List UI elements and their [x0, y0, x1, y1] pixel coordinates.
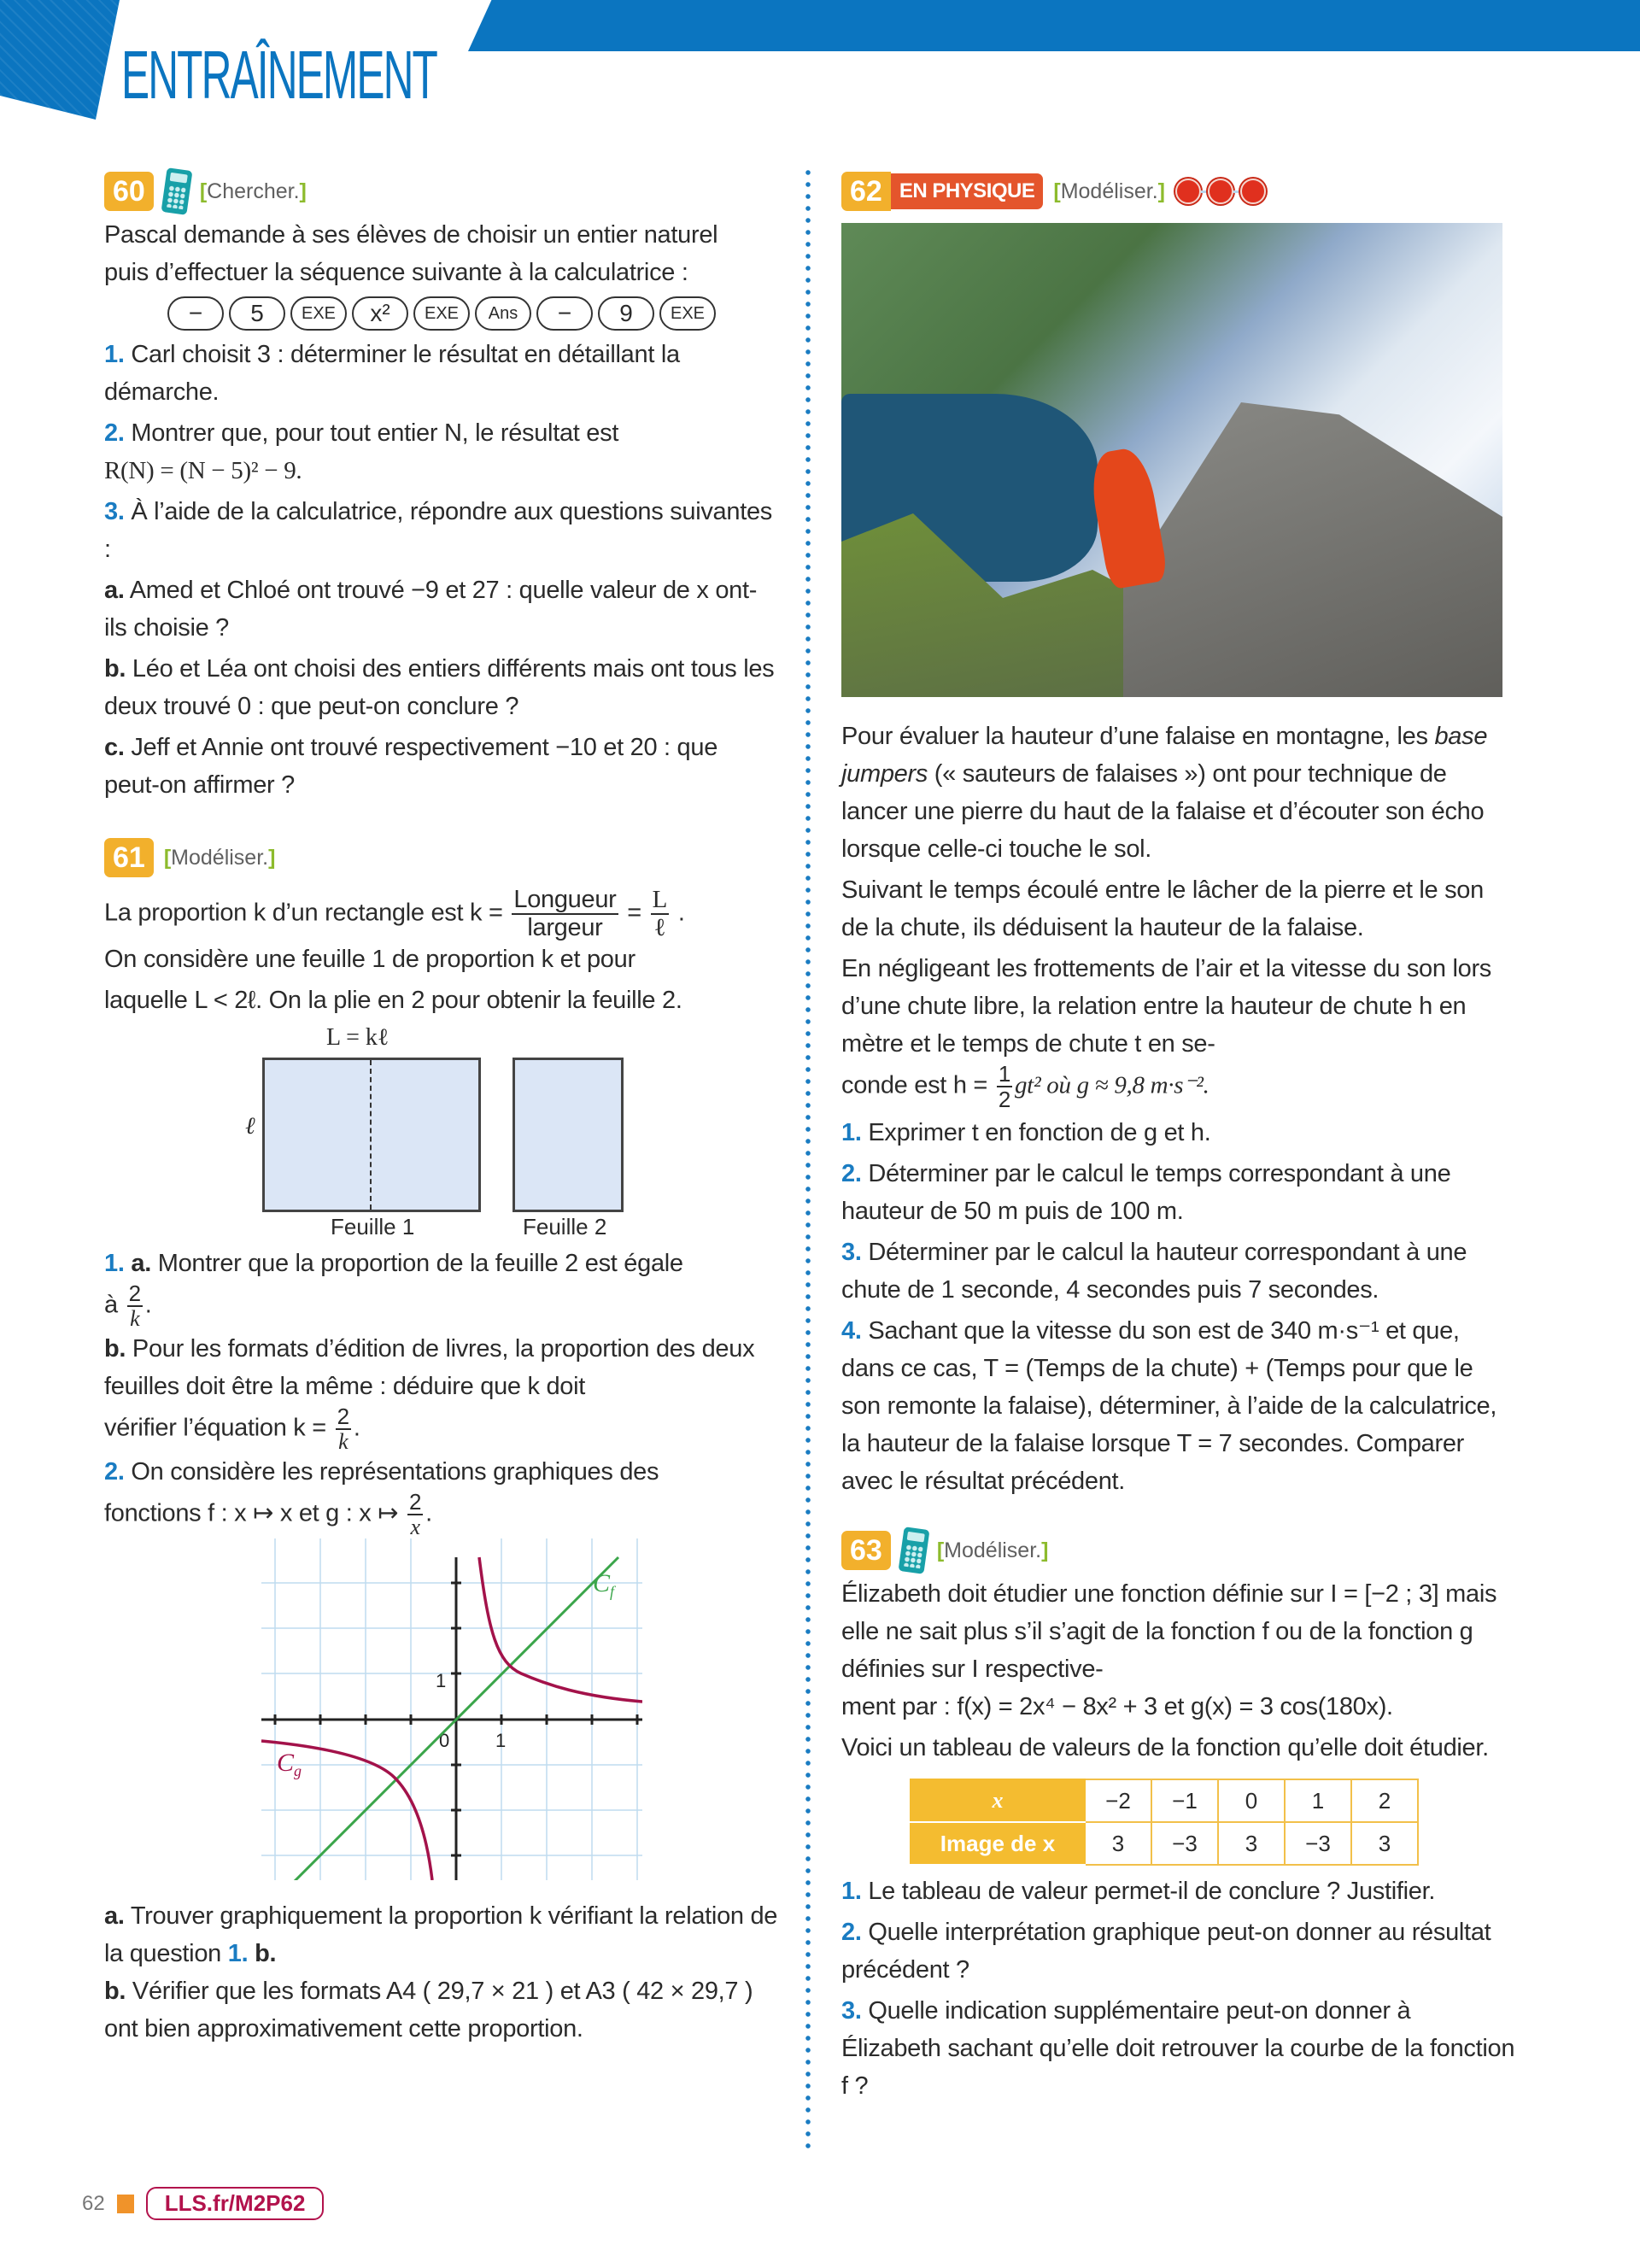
lls-link[interactable]: LLS.fr/M2P62 [146, 2187, 325, 2220]
skill-tag: [Modéliser.] [936, 1538, 1049, 1562]
key-exe: EXE [413, 296, 470, 331]
skill-tag: [Chercher.] [199, 179, 307, 203]
table-cell: −1 [1151, 1779, 1218, 1822]
table-cell: 0 [1218, 1779, 1285, 1822]
sheet-2 [512, 1058, 624, 1212]
definition-line: La proportion k d’un rectangle est k = $\frac{\text{Longueur}}{\text{largeur}}$ = $\frac{L}{\text{ℓ}}$ . [104, 886, 685, 941]
key-exe: EXE [659, 296, 716, 331]
fraction-longueur-largeur: $\frac{\text{Longueur}}{\text{largeur}}$ [513, 886, 617, 941]
key-5: 5 [229, 296, 285, 331]
table-cell: 2 [1351, 1779, 1418, 1822]
skill-tag: [Modéliser.] [163, 845, 276, 870]
column-divider [805, 167, 811, 2148]
sheet-1 [262, 1058, 481, 1212]
table-cell: 1 [1285, 1779, 1351, 1822]
question-2-end: fonctions f : x ↦ x et g : x ↦ $\frac{2}{x}$ . [104, 1489, 432, 1539]
question-3: 3. Quelle indication supplémentaire peut-on donner à Élizabeth sachant qu’elle doit retrouver la courbe de la fonction f ? [841, 1997, 1515, 2100]
axes [261, 1557, 642, 1880]
difficulty-dot-icon [1240, 179, 1266, 204]
function-definitions: ment par : f(x) = 2x⁴ − 8x² + 3 et g(x) = 3 cos(180x). [841, 1693, 1393, 1720]
label-cf: $C_f$ [593, 1569, 615, 1600]
question-3b: b. Léo et Léa ont choisi des entiers différents mais ont tous les deux trouvé 0 : que peut-on conclure ? [104, 655, 775, 720]
question-2b: b. Vérifier que les formats A4 ( 29,7 × 21 ) et A3 ( 42 × 29,7 ) ont bien approximativement cette proportion. [104, 1978, 753, 2042]
footer [82, 2187, 324, 2220]
difficulty-indicator [1175, 179, 1266, 204]
calculator-icon [898, 1527, 929, 1574]
intro-line-1: Pascal demande à ses élèves de choisir un entier naturel [104, 221, 718, 249]
paragraph-1: Pour évaluer la hauteur d’une falaise en montagne, les base jumpers (« sauteurs de falaises ») ont pour technique de lancer une pierre du haut de la falaise et d’écouter son écho lorsque celle-ci touche le sol. [841, 723, 1488, 863]
question-1: 1. Carl choisit 3 : déterminer le résultat en détaillant la démarche. [104, 341, 680, 406]
function-graph [241, 1538, 642, 1880]
length-label: L = kℓ [326, 1024, 390, 1051]
exercise-60 [104, 167, 779, 804]
paragraph-2: Suivant le temps écoulé entre le lâcher de la pierre et le son de la chute, ils déduisent la hauteur de la falaise. [841, 876, 1484, 941]
paragraph-1: Élizabeth doit étudier une fonction définie sur I = [−2 ; 3] mais elle ne sait plus s’il s’agit de la fonction f ou de la fonction g définies sur I respective- [841, 1580, 1497, 1683]
values-table [910, 1779, 1419, 1866]
question-2: 2. Déterminer par le calcul le temps correspondant à une hauteur de 50 m puis de 100 m. [841, 1160, 1451, 1225]
difficulty-dot-icon [1175, 179, 1201, 204]
page-number: 62 [82, 2191, 105, 2215]
width-label: ℓ [245, 1113, 255, 1140]
question-1: 1. Exprimer t en fonction de g et h. [841, 1119, 1211, 1146]
question-2: 2. Montrer que, pour tout entier N, le résultat est [104, 419, 619, 447]
intro-line-b: On considère une feuille 1 de proportion k et pour [104, 946, 636, 973]
page-marker-icon [117, 2195, 134, 2213]
table-cell: −3 [1151, 1822, 1218, 1865]
fraction-L-l: $\frac{L}{\text{ℓ}}$ [652, 886, 668, 941]
table-row [911, 1822, 1418, 1865]
key-minus: − [167, 296, 224, 331]
curve-cg-positive [479, 1557, 642, 1702]
question-2: 2. Quelle interprétation graphique peut-on donner au résultat précédent ? [841, 1919, 1491, 1984]
label-cg: $C_g$ [277, 1749, 302, 1779]
question-2a: a. Trouver graphiquement la proportion k vérifiant la relation de la question 1. b. [104, 1902, 778, 1967]
base-jumper-photo [841, 223, 1502, 697]
table-cell: −3 [1285, 1822, 1351, 1865]
question-1b-end: vérifier l’équation k = $\frac{2}{k}$ . [104, 1404, 360, 1454]
right-column [841, 167, 1516, 2105]
row-header-image: Image de x [911, 1822, 1085, 1865]
table-cell: −2 [1085, 1779, 1151, 1822]
category-badge: EN PHYSIQUE [891, 173, 1044, 209]
key-ans: Ans [475, 296, 531, 331]
paragraph-2: Voici un tableau de valeurs de la fonction qu’elle doit étudier. [841, 1734, 1489, 1761]
intro-line-2: puis d’effectuer la séquence suivante à la calculatrice : [104, 259, 688, 286]
question-1a: 1. a. Montrer que la proportion de la feuille 2 est égale [104, 1250, 683, 1277]
exercise-number: 61 [104, 838, 154, 877]
key-minus: − [536, 296, 593, 331]
question-3a: a. Amed et Chloé ont trouvé −9 et 27 : quelle valeur de x ont-ils choisie ? [104, 577, 758, 642]
sheets-diagram [104, 1019, 779, 1239]
key-square: x² [352, 296, 408, 331]
question-3: 3. À l’aide de la calculatrice, répondre aux questions suivantes : [104, 498, 773, 563]
table-cell: 3 [1085, 1822, 1151, 1865]
exercise-number: 60 [104, 172, 154, 211]
exercise-61 [104, 833, 779, 2048]
calculator-key-sequence [104, 296, 779, 331]
calculator-icon [161, 167, 192, 215]
difficulty-dot-icon [1208, 179, 1233, 204]
exercise-number: 62 [841, 172, 891, 211]
table-row [911, 1779, 1418, 1822]
header-band [468, 0, 1640, 51]
exercise-number: 63 [841, 1531, 891, 1570]
question-1: 1. Le tableau de valeur permet-il de conclure ? Justifier. [841, 1878, 1436, 1905]
paragraph-3: En négligeant les frottements de l’air et la vitesse du son lors d’une chute libre, la relation entre la hauteur de chute h en mètre et le temps de chute t en se- [841, 955, 1491, 1058]
exercise-62 [841, 167, 1516, 1500]
sheet-1-label: Feuille 1 [331, 1214, 415, 1239]
question-3c: c. Jeff et Annie ont trouvé respectivement −10 et 20 : que peut-on affirmer ? [104, 734, 718, 799]
question-1a-end: à $\frac{2}{k}$ . [104, 1281, 152, 1331]
key-exe: EXE [290, 296, 347, 331]
skill-tag: [Modéliser.] [1053, 179, 1165, 203]
question-4: 4. Sachant que la vitesse du son est de 340 m·s⁻¹ et que, dans ce cas, T = (Temps de la chute) + (Temps pour que le son remonte la falaise), déterminer, à l’aide de la calculatrice, la hauteur de la falaise lorsque T = 7 secondes. Comparer avec le résultat précédent. [841, 1317, 1497, 1495]
page-title: ENTRAÎNEMENT [121, 37, 436, 113]
row-header-x: x [911, 1779, 1085, 1822]
graph-svg [241, 1538, 642, 1880]
sheet-2-label: Feuille 2 [523, 1214, 607, 1239]
tick-label-x1: 1 [495, 1730, 507, 1751]
question-2: 2. On considère les représentations graphiques des [104, 1458, 659, 1486]
tick-label-y1: 1 [436, 1670, 447, 1691]
left-column [104, 167, 779, 2048]
question-3: 3. Déterminer par le calcul la hauteur correspondant à une chute de 1 seconde, 4 secondes puis 7 secondes. [841, 1239, 1467, 1304]
exercise-63 [841, 1526, 1516, 2105]
question-1b: b. Pour les formats d’édition de livres, la proportion des deux feuilles doit être la même : déduire que k doit [104, 1335, 755, 1400]
tick-label-origin: 0 [439, 1730, 450, 1751]
table-cell: 3 [1218, 1822, 1285, 1865]
table-cell: 3 [1351, 1822, 1418, 1865]
intro-line-c: laquelle L < 2ℓ. On la plie en 2 pour obtenir la feuille 2. [104, 987, 682, 1014]
fold-line [370, 1060, 372, 1210]
formula-line: conde est h = $\frac{1}{2}$ gt² où g ≈ 9,8 m·s⁻². [841, 1061, 1210, 1112]
formula-rn: R(N) = (N − 5)² − 9. [104, 457, 302, 484]
key-9: 9 [598, 296, 654, 331]
header-corner-decoration [0, 0, 120, 120]
